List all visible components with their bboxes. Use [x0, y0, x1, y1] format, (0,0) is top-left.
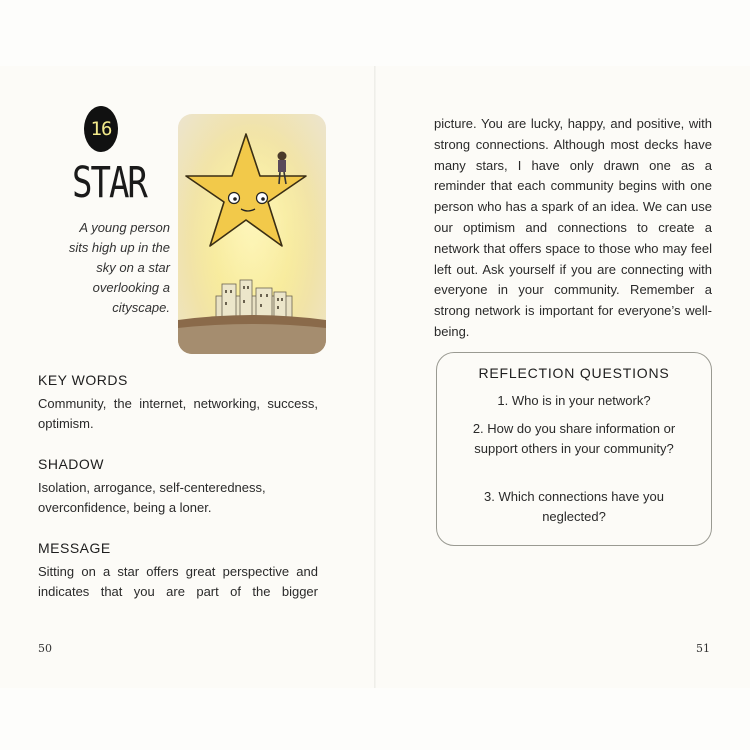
page-number-right: 51	[696, 642, 710, 655]
page-number-left: 50	[38, 642, 52, 655]
star-card-illustration	[178, 114, 326, 354]
key-words-heading: KEY WORDS	[38, 372, 128, 388]
right-page	[376, 66, 750, 688]
reflection-questions-box	[436, 352, 712, 546]
left-page	[0, 66, 374, 688]
card-description-line: sky on a star	[96, 260, 170, 275]
reflection-questions-heading: REFLECTION QUESTIONS	[478, 365, 670, 381]
message-text	[38, 562, 318, 602]
card-description-line: A young person	[79, 220, 170, 235]
reflection-question-1: 1. Who is in your network?	[497, 393, 651, 408]
shadow-heading: SHADOW	[38, 456, 104, 472]
card-description	[30, 218, 170, 318]
star-left-pupil	[233, 197, 237, 201]
star-right-pupil	[261, 197, 265, 201]
key-words-text	[38, 394, 318, 434]
message-continuation-text: picture. You are lucky, happy, and positive, with strong connections. Although most decks have many stars, I have only drawn one as a reminder that each community begins with one person who has a spark of an idea. We can use our optimism and connections to create a network that offers space to those who may feel left out. Ask yourself if you are connecting with everyone in your community. Remember a strong network is important for everyone’s well-being.	[434, 116, 712, 339]
star-illustration-svg	[178, 114, 326, 354]
shadow-line: Isolation, arrogance, self-centeredness,	[38, 480, 266, 495]
card-number-badge: 16	[84, 106, 118, 152]
shadow-text	[38, 478, 318, 518]
key-words-line: Community, the internet, networking, success,	[38, 396, 318, 411]
book-spread	[0, 66, 750, 688]
card-description-line: overlooking a	[92, 280, 170, 295]
card-title: STAR	[72, 158, 146, 208]
card-description-line: sits high up in the	[68, 240, 170, 255]
message-heading: MESSAGE	[38, 540, 111, 556]
message-line: Sitting on a star offers great perspective and	[38, 564, 318, 579]
ground-haze	[178, 324, 326, 354]
message-line: indicates that you are part of the bigger	[38, 584, 318, 599]
reflection-question-2: 2. How do you share information or support others in your community?	[472, 421, 676, 456]
shadow-line: overconfidence, being a loner.	[38, 500, 212, 515]
reflection-question-3: 3. Which connections have you neglected?	[484, 489, 664, 524]
key-words-line: optimism.	[38, 416, 94, 431]
card-description-line: cityscape.	[112, 300, 170, 315]
